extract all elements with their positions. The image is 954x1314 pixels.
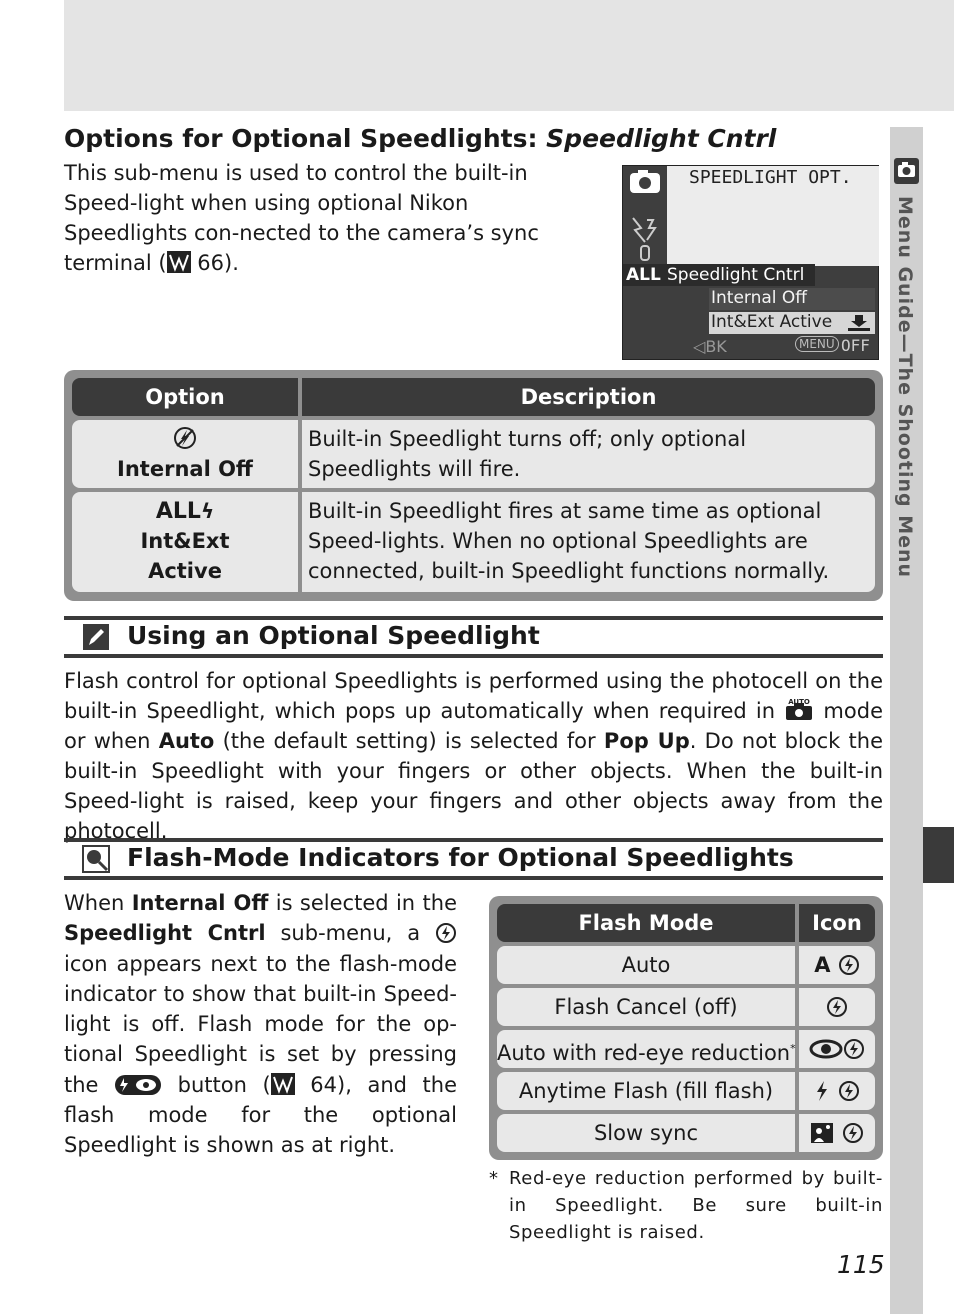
option-internal-off[interactable]: Internal Off bbox=[709, 288, 875, 310]
all-flash-icon: ALLϟ bbox=[155, 499, 215, 524]
back-hint: ◁BK bbox=[693, 337, 727, 356]
internal-off-icon bbox=[843, 1038, 865, 1060]
header-band bbox=[64, 0, 954, 111]
section-title: Using an Optional Speedlight bbox=[127, 621, 540, 650]
section-header-optional-speedlight bbox=[64, 616, 883, 658]
flash-mode-table bbox=[489, 896, 883, 1160]
red-eye-icon bbox=[799, 1030, 875, 1068]
flash-off-icon bbox=[172, 425, 198, 451]
table-row: Slow sync bbox=[497, 1114, 795, 1152]
footnote-text: Red-eye reduction performed by built-in Speedlight. Be sure built-in Speedlight is raised. bbox=[509, 1168, 883, 1243]
page-number: 115 bbox=[837, 1250, 885, 1279]
pencil-note-icon bbox=[82, 623, 110, 651]
internal-off-icon bbox=[838, 954, 860, 976]
magnifier-detail-icon bbox=[82, 845, 110, 873]
section-header-flash-mode-indicators bbox=[64, 838, 883, 880]
flash-mode-indicators-paragraph: When Internal Off is selected in the Speedlight Cntrl sub-menu, a icon appears next to the flash-mode indicator to show that built-in Speed-light is off. Flash mode for the op-tional Speedlight is set by pressing the button ( 64), and the flash mode for the optional Speedlight is shown as at right. bbox=[64, 891, 457, 1158]
column-header-description: Description bbox=[302, 378, 875, 416]
table-row: Auto with red-eye reduction* bbox=[497, 1030, 795, 1068]
page-reference-icon bbox=[271, 1073, 295, 1095]
option-int-ext-active[interactable]: Int&Ext Active bbox=[709, 312, 875, 334]
column-header-flash-mode: Flash Mode bbox=[497, 904, 795, 942]
section-title: Flash-Mode Indicators for Optional Speedlights bbox=[127, 843, 794, 872]
screen-title: SPEEDLIGHT OPT. bbox=[689, 167, 852, 188]
option-description-internal-off: Built-in Speedlight turns off; only optional Speedlights will fire. bbox=[302, 420, 875, 488]
table-row: Auto bbox=[497, 946, 795, 984]
svg-text:AUTO: AUTO bbox=[788, 698, 811, 706]
table-row: Anytime Flash (fill flash) bbox=[497, 1072, 795, 1110]
internal-off-icon bbox=[842, 1122, 864, 1144]
menu-button-icon: MENU bbox=[795, 336, 839, 352]
option-label-internal-off: Internal Off bbox=[72, 420, 298, 488]
internal-off-icon bbox=[838, 1080, 860, 1102]
sidebar-label: Menu Guide—The Shooting Menu bbox=[894, 196, 916, 579]
page-title: Options for Optional Speedlights: Speedlight Cntrl bbox=[64, 124, 777, 153]
option-description-int-ext-active: Built-in Speedlight fires at same time as optional Speed-lights. When no optional Speedlights are connected, built-in Speedlight functions normally. bbox=[302, 492, 875, 592]
flash-mode-button-icon bbox=[114, 1074, 162, 1096]
selected-marker-icon bbox=[847, 314, 871, 332]
slow-sync-icon bbox=[799, 1114, 875, 1152]
all-flash-icon: ALL bbox=[626, 265, 661, 285]
camera-menu-screen bbox=[622, 165, 879, 360]
auto-mode-icon bbox=[784, 697, 814, 721]
eye-icon bbox=[809, 1038, 843, 1060]
options-table bbox=[64, 370, 883, 601]
table-row: Flash Cancel (off) bbox=[497, 988, 795, 1026]
camera-icon bbox=[893, 157, 920, 185]
footnote-marker: * bbox=[489, 1168, 499, 1189]
intro-paragraph: This sub-menu is used to control the built-in Speed-light when using optional Nikon Speedlights con-nected to the camera’s sync terminal ( 66). bbox=[64, 161, 539, 275]
flash-bolt-icon bbox=[814, 1080, 830, 1102]
column-header-icon: Icon bbox=[799, 904, 875, 942]
page-reference-icon bbox=[167, 251, 191, 273]
flash-cancel-icon bbox=[799, 988, 875, 1026]
column-header-option: Option bbox=[72, 378, 298, 416]
fill-flash-icon bbox=[799, 1072, 875, 1110]
night-portrait-icon bbox=[810, 1122, 834, 1144]
off-label: OFF bbox=[841, 336, 870, 355]
internal-off-icon bbox=[826, 996, 848, 1018]
camera-icon bbox=[629, 170, 661, 194]
flash-auto-icon: A bbox=[799, 946, 875, 984]
internal-off-icon bbox=[435, 922, 457, 944]
optional-speedlight-paragraph: Flash control for optional Speedlights is performed using the photocell on the built-in Speedlight, which pops up automatically when required in AUTO mode or when Auto (the default setting) is selected for Pop Up. Do not block the built-in Speedlight with your fingers or other objects. When the built-in Speed-light is raised, keep your fingers and other objects away from the photocell. bbox=[64, 669, 883, 843]
menu-item-speedlight-cntrl[interactable]: Speedlight Cntrl bbox=[667, 265, 805, 285]
chapter-tab-marker bbox=[923, 827, 954, 883]
flash-menu-icon bbox=[629, 214, 659, 262]
option-label-int-ext-active: ALLϟ Int&Ext Active bbox=[72, 492, 298, 592]
